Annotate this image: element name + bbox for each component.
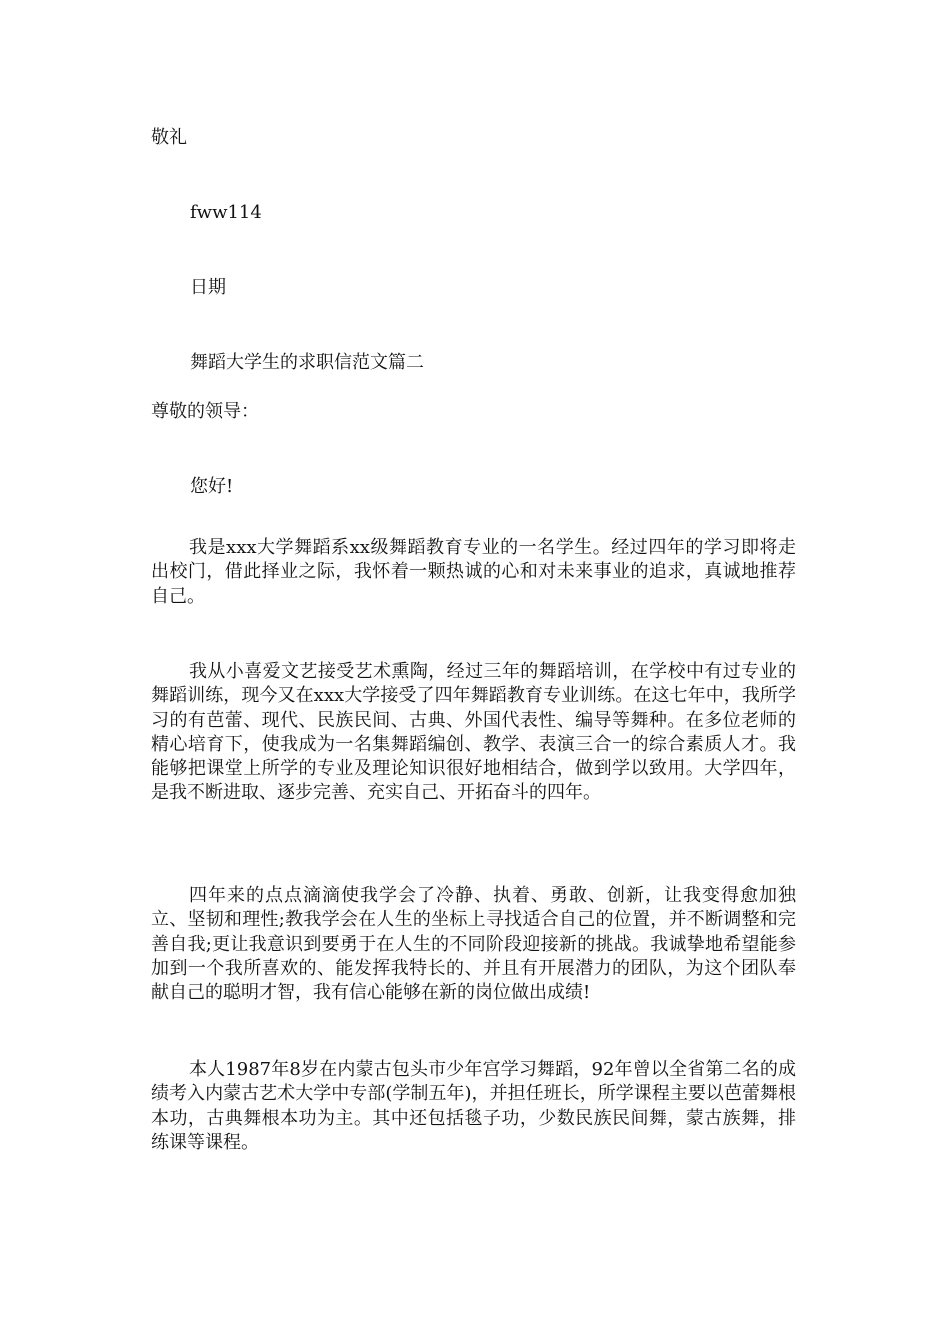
date-line: 日期 [190, 277, 226, 298]
addressee: 尊敬的领导： [151, 401, 259, 422]
greeting-hello: 您好! [190, 476, 234, 497]
paragraph-background: 我从小喜爱文艺接受艺术熏陶，经过三年的舞蹈培训，在学校中有过专业的舞蹈训练，现今又在xxx大学接受了四年舞蹈教育专业训练。在这七年中，我所学习的有芭蕾、现代、民族民间、古典、外国代表性、编导等舞种。在多位老师的精心培育下，使我成为一名集舞蹈编创、教学、表演三合一的综合素质人才。我能够把课堂上所学的专业及理论知识很好地相结合，做到学以致用。大学四年，是我不断进取、逐步完善、充实自己、开拓奋斗的四年。 [151, 661, 796, 804]
paragraph-growth: 四年来的点点滴滴使我学会了冷静、执着、勇敢、创新，让我变得愈加独立、坚韧和理性;教我学会在人生的坐标上寻找适合自己的位置，并不断调整和完善自我;更让我意识到要勇于在人生的不同阶段迎接新的挑战。我诚挚地希望能参加到一个我所喜欢的、能发挥我特长的、并且有开展潜力的团队，为这个团队奉献自己的聪明才智，我有信心能够在新的岗位做出成绩! [151, 885, 796, 1004]
paragraph-intro: 我是xxx大学舞蹈系xx级舞蹈教育专业的一名学生。经过四年的学习即将走出校门，借此择业之际，我怀着一颗热诚的心和对未来事业的追求，真诚地推荐自己。 [151, 537, 796, 607]
closing-salutation: 敬礼 [151, 127, 187, 148]
signature: fww114 [190, 202, 262, 223]
paragraph-experience: 本人1987年8岁在内蒙古包头市少年宫学习舞蹈，92年曾以全省第二名的成绩考入内蒙古艺术大学中专部(学制五年)，并担任班长，所学课程主要以芭蕾舞根本功，古典舞根本功为主。其中还包括毯子功，少数民族民间舞，蒙古族舞，排练课等课程。 [151, 1059, 796, 1153]
section-title: 舞蹈大学生的求职信范文篇二 [190, 352, 424, 373]
